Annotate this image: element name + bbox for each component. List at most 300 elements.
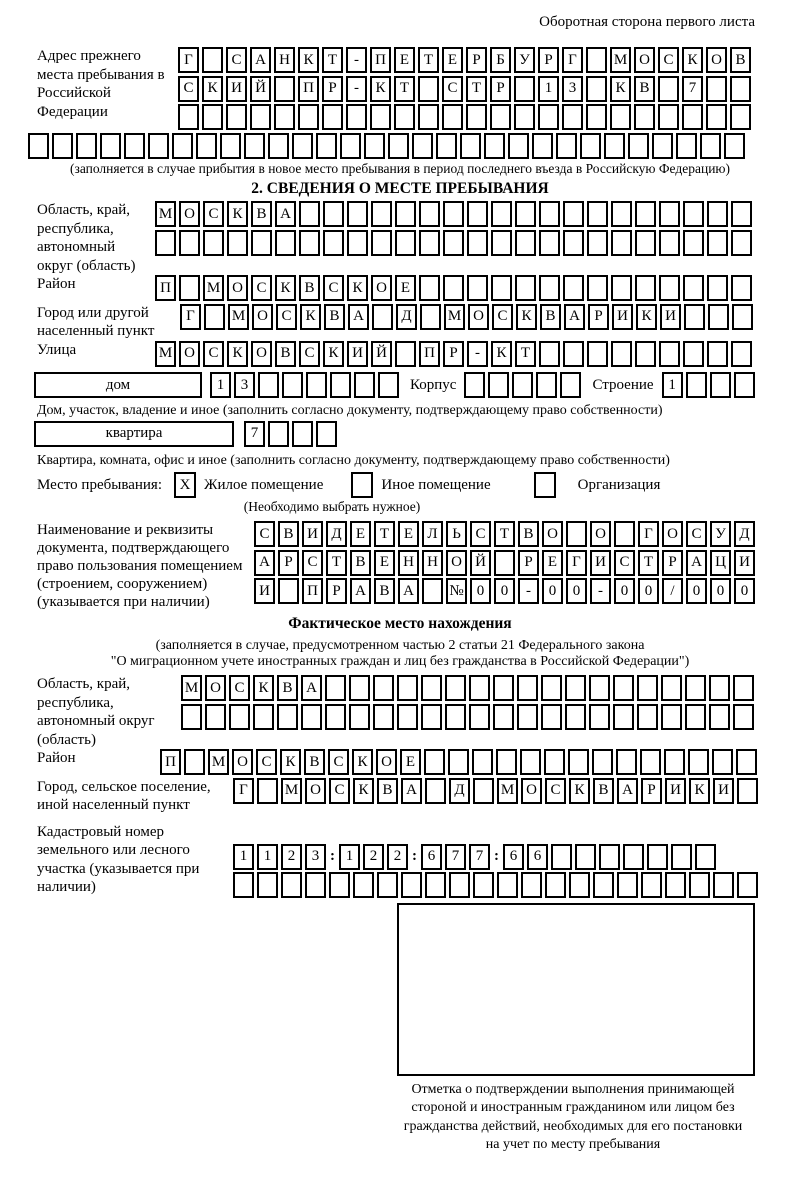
char-cell[interactable]: П bbox=[298, 76, 319, 102]
char-cell[interactable] bbox=[551, 844, 572, 870]
char-cell[interactable]: И bbox=[347, 341, 368, 367]
char-cell[interactable]: 0 bbox=[686, 578, 707, 604]
char-cell[interactable] bbox=[659, 275, 680, 301]
char-cell[interactable]: В bbox=[540, 304, 561, 330]
char-cell[interactable]: 2 bbox=[387, 844, 408, 870]
char-cell[interactable] bbox=[616, 749, 637, 775]
char-cell[interactable]: С bbox=[323, 275, 344, 301]
char-cell[interactable] bbox=[539, 201, 560, 227]
char-cell[interactable]: И bbox=[612, 304, 633, 330]
char-cell[interactable]: К bbox=[610, 76, 631, 102]
char-cell[interactable] bbox=[397, 704, 418, 730]
char-cell[interactable] bbox=[541, 675, 562, 701]
char-cell[interactable] bbox=[467, 275, 488, 301]
char-cell[interactable] bbox=[278, 578, 299, 604]
char-cell[interactable] bbox=[683, 201, 704, 227]
char-cell[interactable] bbox=[196, 133, 217, 159]
char-cell[interactable]: А bbox=[350, 578, 371, 604]
char-cell[interactable] bbox=[599, 844, 620, 870]
char-cell[interactable] bbox=[323, 230, 344, 256]
char-cell[interactable]: С bbox=[178, 76, 199, 102]
char-cell[interactable] bbox=[491, 275, 512, 301]
char-cell[interactable]: М bbox=[181, 675, 202, 701]
char-cell[interactable] bbox=[587, 275, 608, 301]
char-cell[interactable]: И bbox=[734, 550, 755, 576]
char-cell[interactable]: - bbox=[346, 76, 367, 102]
char-cell[interactable]: О bbox=[446, 550, 467, 576]
char-cell[interactable] bbox=[688, 749, 709, 775]
char-cell[interactable]: Е bbox=[394, 47, 415, 73]
char-cell[interactable]: И bbox=[226, 76, 247, 102]
char-cell[interactable]: 7 bbox=[682, 76, 703, 102]
char-cell[interactable]: К bbox=[275, 275, 296, 301]
char-cell[interactable] bbox=[490, 104, 511, 130]
char-cell[interactable] bbox=[353, 872, 374, 898]
char-cell[interactable]: П bbox=[155, 275, 176, 301]
char-cell[interactable]: Р bbox=[443, 341, 464, 367]
char-cell[interactable]: 0 bbox=[710, 578, 731, 604]
char-cell[interactable] bbox=[659, 230, 680, 256]
char-cell[interactable] bbox=[494, 550, 515, 576]
char-cell[interactable]: К bbox=[636, 304, 657, 330]
char-cell[interactable] bbox=[298, 104, 319, 130]
char-cell[interactable] bbox=[349, 675, 370, 701]
char-cell[interactable] bbox=[100, 133, 121, 159]
char-cell[interactable] bbox=[349, 704, 370, 730]
char-cell[interactable]: С bbox=[545, 778, 566, 804]
char-cell[interactable] bbox=[464, 372, 485, 398]
char-cell[interactable] bbox=[556, 133, 577, 159]
char-cell[interactable]: Т bbox=[638, 550, 659, 576]
char-cell[interactable] bbox=[257, 778, 278, 804]
char-cell[interactable] bbox=[659, 201, 680, 227]
char-cell[interactable] bbox=[373, 675, 394, 701]
char-cell[interactable] bbox=[268, 133, 289, 159]
char-cell[interactable]: С bbox=[256, 749, 277, 775]
char-cell[interactable] bbox=[637, 675, 658, 701]
char-cell[interactable] bbox=[473, 778, 494, 804]
char-cell[interactable] bbox=[496, 749, 517, 775]
char-cell[interactable]: А bbox=[275, 201, 296, 227]
char-cell[interactable]: В bbox=[377, 778, 398, 804]
char-cell[interactable]: 3 bbox=[305, 844, 326, 870]
char-cell[interactable]: К bbox=[280, 749, 301, 775]
char-cell[interactable] bbox=[521, 872, 542, 898]
char-cell[interactable]: М bbox=[208, 749, 229, 775]
char-cell[interactable]: С bbox=[328, 749, 349, 775]
char-cell[interactable] bbox=[325, 704, 346, 730]
char-cell[interactable]: А bbox=[617, 778, 638, 804]
char-cell[interactable]: О bbox=[542, 521, 563, 547]
char-cell[interactable] bbox=[733, 704, 754, 730]
char-cell[interactable]: О bbox=[227, 275, 248, 301]
char-cell[interactable] bbox=[515, 201, 536, 227]
char-cell[interactable] bbox=[652, 133, 673, 159]
char-cell[interactable] bbox=[469, 704, 490, 730]
char-cell[interactable] bbox=[592, 749, 613, 775]
char-cell[interactable] bbox=[203, 230, 224, 256]
char-cell[interactable] bbox=[707, 275, 728, 301]
char-cell[interactable]: И bbox=[590, 550, 611, 576]
char-cell[interactable] bbox=[179, 275, 200, 301]
char-cell[interactable]: Г bbox=[233, 778, 254, 804]
char-cell[interactable] bbox=[371, 230, 392, 256]
char-cell[interactable]: У bbox=[710, 521, 731, 547]
char-cell[interactable]: Р bbox=[538, 47, 559, 73]
char-cell[interactable]: Р bbox=[466, 47, 487, 73]
char-cell[interactable]: М bbox=[281, 778, 302, 804]
char-cell[interactable] bbox=[514, 76, 535, 102]
char-cell[interactable] bbox=[395, 201, 416, 227]
char-cell[interactable] bbox=[512, 372, 533, 398]
char-cell[interactable] bbox=[700, 133, 721, 159]
char-cell[interactable] bbox=[515, 275, 536, 301]
char-cell[interactable]: И bbox=[713, 778, 734, 804]
char-cell[interactable] bbox=[637, 704, 658, 730]
char-cell[interactable]: А bbox=[348, 304, 369, 330]
char-cell[interactable]: У bbox=[514, 47, 535, 73]
char-cell[interactable] bbox=[491, 230, 512, 256]
char-cell[interactable] bbox=[418, 76, 439, 102]
char-cell[interactable] bbox=[395, 230, 416, 256]
char-cell[interactable]: Й bbox=[250, 76, 271, 102]
stay-checkbox-residential[interactable]: X bbox=[174, 472, 196, 498]
char-cell[interactable]: Т bbox=[515, 341, 536, 367]
char-cell[interactable] bbox=[587, 230, 608, 256]
char-cell[interactable] bbox=[661, 704, 682, 730]
char-cell[interactable]: П bbox=[370, 47, 391, 73]
char-cell[interactable] bbox=[466, 104, 487, 130]
char-cell[interactable] bbox=[181, 704, 202, 730]
char-cell[interactable] bbox=[724, 133, 745, 159]
char-cell[interactable]: П bbox=[419, 341, 440, 367]
char-cell[interactable] bbox=[322, 104, 343, 130]
char-cell[interactable]: О bbox=[521, 778, 542, 804]
char-cell[interactable]: В bbox=[518, 521, 539, 547]
char-cell[interactable] bbox=[641, 872, 662, 898]
char-cell[interactable] bbox=[708, 304, 729, 330]
char-cell[interactable]: 1 bbox=[538, 76, 559, 102]
char-cell[interactable] bbox=[370, 104, 391, 130]
char-cell[interactable]: К bbox=[516, 304, 537, 330]
char-cell[interactable] bbox=[628, 133, 649, 159]
char-cell[interactable] bbox=[614, 521, 635, 547]
char-cell[interactable] bbox=[536, 372, 557, 398]
char-cell[interactable]: 0 bbox=[614, 578, 635, 604]
char-cell[interactable] bbox=[412, 133, 433, 159]
stay-checkbox-organization[interactable] bbox=[534, 472, 556, 498]
char-cell[interactable]: Р bbox=[278, 550, 299, 576]
char-cell[interactable] bbox=[52, 133, 73, 159]
char-cell[interactable] bbox=[613, 704, 634, 730]
char-cell[interactable] bbox=[371, 201, 392, 227]
char-cell[interactable] bbox=[706, 104, 727, 130]
char-cell[interactable] bbox=[676, 133, 697, 159]
char-cell[interactable] bbox=[568, 749, 589, 775]
char-cell[interactable] bbox=[418, 104, 439, 130]
char-cell[interactable]: Е bbox=[350, 521, 371, 547]
char-cell[interactable]: С bbox=[658, 47, 679, 73]
char-cell[interactable]: М bbox=[610, 47, 631, 73]
char-cell[interactable]: Т bbox=[394, 76, 415, 102]
char-cell[interactable] bbox=[709, 675, 730, 701]
char-cell[interactable]: 1 bbox=[339, 844, 360, 870]
char-cell[interactable] bbox=[448, 749, 469, 775]
char-cell[interactable] bbox=[497, 872, 518, 898]
char-cell[interactable] bbox=[354, 372, 375, 398]
char-cell[interactable] bbox=[517, 704, 538, 730]
char-cell[interactable] bbox=[443, 275, 464, 301]
char-cell[interactable] bbox=[28, 133, 49, 159]
char-cell[interactable]: С bbox=[203, 201, 224, 227]
char-cell[interactable]: Ь bbox=[446, 521, 467, 547]
char-cell[interactable]: Т bbox=[418, 47, 439, 73]
char-cell[interactable]: К bbox=[569, 778, 590, 804]
char-cell[interactable]: С bbox=[229, 675, 250, 701]
char-cell[interactable] bbox=[491, 201, 512, 227]
char-cell[interactable] bbox=[488, 372, 509, 398]
char-cell[interactable] bbox=[737, 778, 758, 804]
char-cell[interactable] bbox=[449, 872, 470, 898]
char-cell[interactable] bbox=[445, 675, 466, 701]
char-cell[interactable]: В bbox=[251, 201, 272, 227]
char-cell[interactable] bbox=[364, 133, 385, 159]
char-cell[interactable]: И bbox=[660, 304, 681, 330]
char-cell[interactable]: С bbox=[492, 304, 513, 330]
char-cell[interactable]: Н bbox=[274, 47, 295, 73]
char-cell[interactable]: М bbox=[228, 304, 249, 330]
char-cell[interactable]: 1 bbox=[233, 844, 254, 870]
char-cell[interactable] bbox=[658, 104, 679, 130]
char-cell[interactable] bbox=[731, 275, 752, 301]
char-cell[interactable] bbox=[713, 872, 734, 898]
char-cell[interactable] bbox=[329, 872, 350, 898]
char-cell[interactable]: Е bbox=[400, 749, 421, 775]
char-cell[interactable] bbox=[707, 230, 728, 256]
char-cell[interactable]: О bbox=[371, 275, 392, 301]
char-cell[interactable]: Е bbox=[542, 550, 563, 576]
char-cell[interactable]: 7 bbox=[445, 844, 466, 870]
char-cell[interactable] bbox=[316, 421, 337, 447]
char-cell[interactable]: О bbox=[205, 675, 226, 701]
char-cell[interactable] bbox=[671, 844, 692, 870]
char-cell[interactable]: С bbox=[329, 778, 350, 804]
char-cell[interactable] bbox=[684, 304, 705, 330]
char-cell[interactable] bbox=[258, 372, 279, 398]
char-cell[interactable] bbox=[707, 201, 728, 227]
char-cell[interactable] bbox=[520, 749, 541, 775]
char-cell[interactable]: Р bbox=[322, 76, 343, 102]
char-cell[interactable]: 3 bbox=[234, 372, 255, 398]
char-cell[interactable]: П bbox=[302, 578, 323, 604]
char-cell[interactable] bbox=[586, 47, 607, 73]
char-cell[interactable] bbox=[710, 372, 731, 398]
char-cell[interactable]: Ц bbox=[710, 550, 731, 576]
char-cell[interactable]: С bbox=[226, 47, 247, 73]
char-cell[interactable]: 0 bbox=[566, 578, 587, 604]
char-cell[interactable] bbox=[563, 341, 584, 367]
char-cell[interactable] bbox=[299, 230, 320, 256]
char-cell[interactable] bbox=[587, 201, 608, 227]
char-cell[interactable]: К bbox=[370, 76, 391, 102]
char-cell[interactable] bbox=[419, 275, 440, 301]
char-cell[interactable] bbox=[545, 872, 566, 898]
char-cell[interactable]: К bbox=[253, 675, 274, 701]
char-cell[interactable]: К bbox=[202, 76, 223, 102]
char-cell[interactable]: И bbox=[665, 778, 686, 804]
char-cell[interactable] bbox=[443, 230, 464, 256]
char-cell[interactable] bbox=[731, 341, 752, 367]
char-cell[interactable] bbox=[401, 872, 422, 898]
char-cell[interactable]: К bbox=[491, 341, 512, 367]
char-cell[interactable]: С bbox=[470, 521, 491, 547]
char-cell[interactable] bbox=[425, 778, 446, 804]
char-cell[interactable]: А bbox=[250, 47, 271, 73]
char-cell[interactable]: И bbox=[302, 521, 323, 547]
char-cell[interactable] bbox=[330, 372, 351, 398]
char-cell[interactable]: К bbox=[353, 778, 374, 804]
char-cell[interactable]: О bbox=[305, 778, 326, 804]
char-cell[interactable] bbox=[443, 201, 464, 227]
char-cell[interactable]: 1 bbox=[210, 372, 231, 398]
char-cell[interactable]: Н bbox=[398, 550, 419, 576]
char-cell[interactable]: Т bbox=[326, 550, 347, 576]
char-cell[interactable]: М bbox=[155, 341, 176, 367]
char-cell[interactable]: Б bbox=[490, 47, 511, 73]
char-cell[interactable]: С bbox=[442, 76, 463, 102]
char-cell[interactable] bbox=[508, 133, 529, 159]
char-cell[interactable] bbox=[566, 521, 587, 547]
char-cell[interactable] bbox=[589, 675, 610, 701]
char-cell[interactable] bbox=[538, 104, 559, 130]
stay-checkbox-other[interactable] bbox=[351, 472, 373, 498]
char-cell[interactable] bbox=[467, 201, 488, 227]
char-cell[interactable] bbox=[226, 104, 247, 130]
char-cell[interactable] bbox=[736, 749, 757, 775]
char-cell[interactable]: П bbox=[160, 749, 181, 775]
char-cell[interactable] bbox=[541, 704, 562, 730]
char-cell[interactable] bbox=[635, 341, 656, 367]
char-cell[interactable]: Г bbox=[178, 47, 199, 73]
char-cell[interactable]: Е bbox=[374, 550, 395, 576]
char-cell[interactable]: А bbox=[254, 550, 275, 576]
char-cell[interactable]: - bbox=[467, 341, 488, 367]
char-cell[interactable] bbox=[257, 872, 278, 898]
char-cell[interactable]: В bbox=[299, 275, 320, 301]
char-cell[interactable]: Т bbox=[466, 76, 487, 102]
char-cell[interactable] bbox=[469, 675, 490, 701]
char-cell[interactable] bbox=[275, 230, 296, 256]
char-cell[interactable]: О bbox=[662, 521, 683, 547]
char-cell[interactable]: 7 bbox=[244, 421, 265, 447]
char-cell[interactable] bbox=[689, 872, 710, 898]
char-cell[interactable] bbox=[422, 578, 443, 604]
char-cell[interactable]: 0 bbox=[470, 578, 491, 604]
char-cell[interactable] bbox=[640, 749, 661, 775]
char-cell[interactable] bbox=[467, 230, 488, 256]
char-cell[interactable]: А bbox=[686, 550, 707, 576]
char-cell[interactable]: В bbox=[324, 304, 345, 330]
char-cell[interactable] bbox=[539, 230, 560, 256]
char-cell[interactable]: 6 bbox=[527, 844, 548, 870]
char-cell[interactable] bbox=[623, 844, 644, 870]
char-cell[interactable]: 0 bbox=[638, 578, 659, 604]
char-cell[interactable]: О bbox=[590, 521, 611, 547]
char-cell[interactable] bbox=[421, 675, 442, 701]
char-cell[interactable]: К bbox=[298, 47, 319, 73]
char-cell[interactable]: О bbox=[468, 304, 489, 330]
char-cell[interactable] bbox=[220, 133, 241, 159]
char-cell[interactable] bbox=[695, 844, 716, 870]
char-cell[interactable] bbox=[683, 341, 704, 367]
char-cell[interactable] bbox=[377, 872, 398, 898]
char-cell[interactable]: С bbox=[276, 304, 297, 330]
char-cell[interactable]: Е bbox=[442, 47, 463, 73]
char-cell[interactable]: 0 bbox=[734, 578, 755, 604]
char-cell[interactable]: А bbox=[301, 675, 322, 701]
char-cell[interactable] bbox=[586, 76, 607, 102]
char-cell[interactable] bbox=[155, 230, 176, 256]
char-cell[interactable]: К bbox=[689, 778, 710, 804]
char-cell[interactable] bbox=[730, 76, 751, 102]
char-cell[interactable] bbox=[683, 230, 704, 256]
char-cell[interactable]: Г bbox=[566, 550, 587, 576]
char-cell[interactable]: - bbox=[518, 578, 539, 604]
char-cell[interactable] bbox=[268, 421, 289, 447]
char-cell[interactable] bbox=[323, 201, 344, 227]
char-cell[interactable] bbox=[734, 372, 755, 398]
char-cell[interactable]: 7 bbox=[469, 844, 490, 870]
char-cell[interactable] bbox=[593, 872, 614, 898]
char-cell[interactable] bbox=[709, 704, 730, 730]
char-cell[interactable] bbox=[611, 230, 632, 256]
char-cell[interactable]: В bbox=[275, 341, 296, 367]
char-cell[interactable] bbox=[706, 76, 727, 102]
char-cell[interactable]: Р bbox=[641, 778, 662, 804]
char-cell[interactable]: О bbox=[376, 749, 397, 775]
char-cell[interactable] bbox=[658, 76, 679, 102]
char-cell[interactable] bbox=[484, 133, 505, 159]
char-cell[interactable] bbox=[515, 230, 536, 256]
char-cell[interactable]: А bbox=[401, 778, 422, 804]
char-cell[interactable] bbox=[424, 749, 445, 775]
char-cell[interactable] bbox=[325, 675, 346, 701]
char-cell[interactable]: С bbox=[203, 341, 224, 367]
char-cell[interactable] bbox=[610, 104, 631, 130]
char-cell[interactable]: В bbox=[278, 521, 299, 547]
char-cell[interactable] bbox=[316, 133, 337, 159]
char-cell[interactable]: М bbox=[155, 201, 176, 227]
char-cell[interactable] bbox=[202, 104, 223, 130]
char-cell[interactable] bbox=[586, 104, 607, 130]
char-cell[interactable] bbox=[647, 844, 668, 870]
char-cell[interactable] bbox=[292, 133, 313, 159]
char-cell[interactable]: В bbox=[374, 578, 395, 604]
char-cell[interactable]: Д bbox=[326, 521, 347, 547]
char-cell[interactable]: К bbox=[347, 275, 368, 301]
char-cell[interactable] bbox=[420, 304, 441, 330]
char-cell[interactable] bbox=[436, 133, 457, 159]
char-cell[interactable]: 2 bbox=[281, 844, 302, 870]
char-cell[interactable] bbox=[253, 704, 274, 730]
char-cell[interactable] bbox=[442, 104, 463, 130]
char-cell[interactable] bbox=[635, 230, 656, 256]
char-cell[interactable] bbox=[277, 704, 298, 730]
char-cell[interactable]: С bbox=[614, 550, 635, 576]
char-cell[interactable] bbox=[635, 275, 656, 301]
char-cell[interactable]: В bbox=[304, 749, 325, 775]
char-cell[interactable]: В bbox=[593, 778, 614, 804]
